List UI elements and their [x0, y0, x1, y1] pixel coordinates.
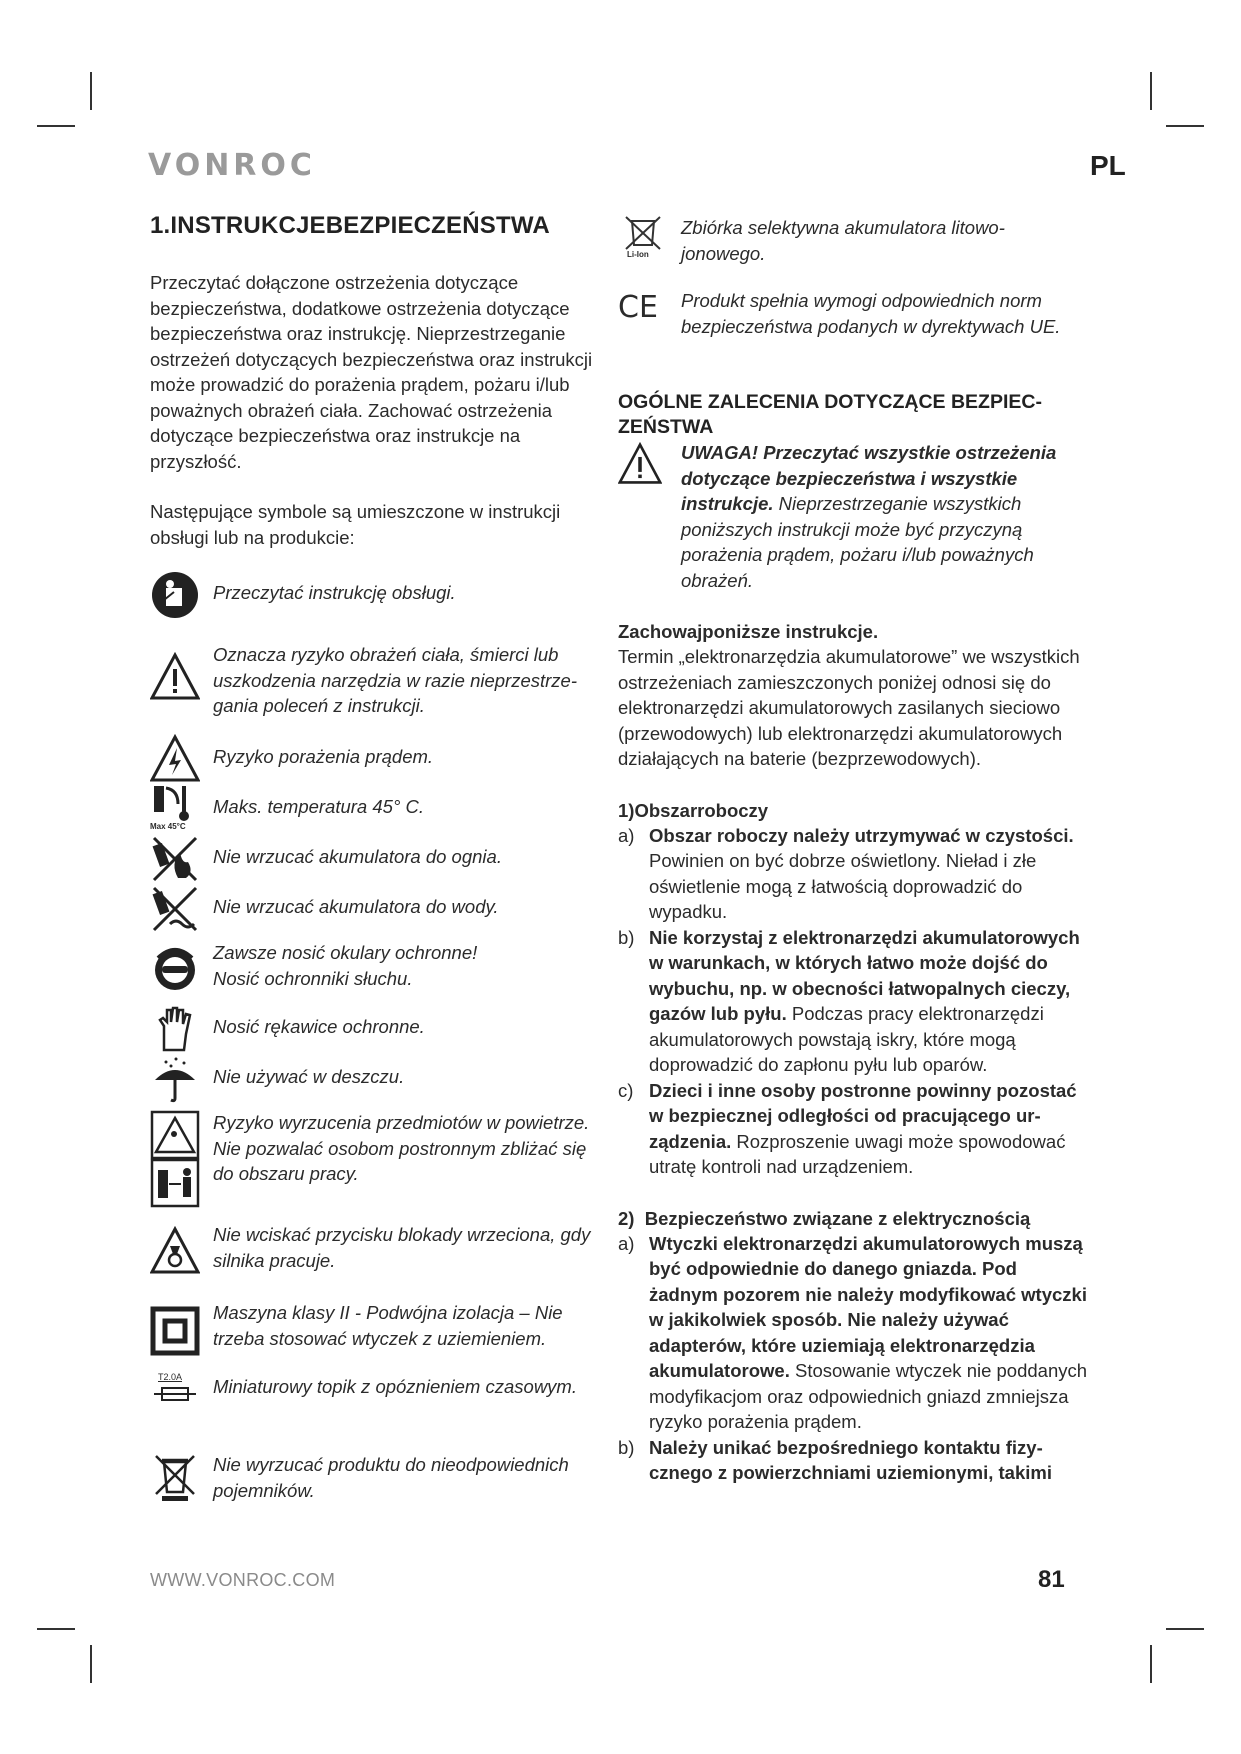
eye-ear-protection-icon — [150, 944, 200, 994]
crop-mark — [90, 1645, 92, 1683]
brand-logo: VONROC — [148, 148, 316, 183]
list-item: a) Obszar roboczy należy utrzymywać w czystości. Powinien on być dobrze oświetlony. Nieład i złe oświetlenie mogą z łatwością doprowadzić do wypadku. — [618, 824, 1074, 922]
keep-instructions: Zachowajponiższe instrukcje. — [618, 621, 879, 642]
symbol-item: Nie używać w deszczu. — [150, 1054, 595, 1104]
symbol-item: Zawsze nosić okulary ochronne! Nosić ochronniki słuchu. — [150, 940, 595, 1000]
language-label: PL — [1090, 150, 1126, 181]
no-fire-icon — [150, 834, 200, 884]
section-1-list — [618, 823, 1088, 1180]
no-water-icon — [150, 884, 200, 934]
symbol-item: Ryzyko wyrzucenia przedmiotów w powietrze. Nie pozwalać osobom postronnym zbliżać się do obszaru pracy. — [150, 1110, 595, 1208]
spindle-lock-icon — [150, 1226, 200, 1276]
ce-mark-icon: CE — [618, 290, 658, 325]
section-1-heading: 1)Obszarroboczy — [618, 799, 769, 821]
symbol-list — [150, 570, 595, 1512]
read-manual-icon — [150, 570, 200, 620]
crop-mark — [37, 1628, 75, 1630]
liion-recycling-item: Li-Ion Zbiórka selektywna akumulatora litowo- jonowego. — [618, 215, 1088, 270]
symbol-item: Nie wyrzucać produktu do nieodpowiednich pojemników. — [150, 1452, 595, 1512]
general-warning: UWAGA! Przeczytać wszystkie ostrzeżenia dotyczące bezpieczeństwa i wszystkie instrukcje. Nieprzestrzeganie wszystkich poniższych instrukcji może być przyczyną porażenia prądem, pożaru i/lub poważnych obrażeń. — [618, 440, 1088, 593]
electric-shock-icon — [150, 734, 200, 784]
term-paragraph: Termin „elektronarzędzia akumulatorowe” we wszystkich ostrzeżeniach zamieszczonych poniżej odnosi się do elektronarzędzi akumulatorowych zasilanych sieciowo (przewodowych) lub elektronarzędzi akumulatorowych działających na baterie (bezprzewodowych). — [618, 646, 1080, 769]
symbol-item: Ryzyko porażenia prądem. — [150, 734, 595, 784]
section-title: 1.INSTRUKCJEBEZPIECZEŃSTWA — [150, 212, 550, 239]
symbol-item: Nie wciskać przycisku blokady wrzeciona, gdy silnika pracuje. — [150, 1222, 595, 1282]
max-temp-label: Max 45°C — [150, 822, 186, 831]
liion-label: Li-Ion — [627, 250, 649, 259]
crop-mark — [1166, 125, 1204, 127]
crop-mark — [37, 125, 75, 127]
symbol-item: Maszyna klasy II - Podwójna izolacja – Nie trzeba stosować wtyczek z uziemieniem. — [150, 1300, 595, 1360]
list-item: b) Należy unikać bezpośredniego kontaktu fizycznego z powierzchniami uziemionymi, takimi — [618, 1436, 1052, 1483]
symbol-item: Nosić rękawice ochronne. — [150, 1004, 595, 1054]
no-rain-icon — [150, 1054, 200, 1104]
double-insulation-icon — [150, 1306, 200, 1356]
intro-paragraph: Przeczytać dołączone ostrzeżenia dotyczące bezpieczeństwa, dodatkowe ostrzeżenia dotyczące bezpieczeństwa oraz instrukcję. Nieprzestrzeganie ostrzeżeń dotyczących bezpieczeństwa oraz instrukcji może prowadzić do porażenia prądem, pożaru i/lub poważnych obrażeń ciała. Zachować ostrzeżenia dotyczące bezpieczeństwa oraz instrukcje na przyszłość. — [150, 272, 593, 472]
symbol-item: Nie wrzucać akumulatora do wody. — [150, 884, 595, 934]
symbol-item: T2.0A Miniaturowy topik z opóznieniem czasowym. — [150, 1374, 595, 1434]
crop-mark — [1150, 72, 1152, 110]
symbol-item: Max 45°C Maks. temperatura 45° C. — [150, 784, 595, 834]
general-heading: OGÓLNE ZALECENIA DOTYCZĄCE BEZPIECZEŃSTWA — [618, 391, 1042, 438]
crop-mark — [1150, 1645, 1152, 1683]
warning-triangle-icon — [618, 442, 662, 486]
section-2-list — [618, 1231, 1088, 1486]
symbols-intro: Następujące symbole są umieszczone w instrukcji obsługi lub na produkcie: — [150, 501, 561, 548]
section-2-heading: 2) Bezpieczeństwo związane z elektrycznością — [618, 1207, 1031, 1229]
fuse-label: T2.0A — [158, 1372, 183, 1382]
footer-url: WWW.VONROC.COM — [150, 1570, 336, 1590]
gloves-icon — [150, 1004, 200, 1054]
weee-bin-icon — [150, 1452, 200, 1502]
warning-triangle-icon — [150, 652, 200, 702]
crop-mark — [1166, 1628, 1204, 1630]
crop-mark — [90, 72, 92, 110]
list-item: c) Dzieci i inne osoby postronne powinny pozostać w bezpiecznej odległości od pracującego urządzenia. Rozproszenie uwagi może spowodować utratę kontroli nad urządzeniem. — [618, 1079, 1077, 1177]
ce-item: CE Produkt spełnia wymogi odpowiednich norm bezpieczeństwa podanych w dyrektywach UE. — [618, 290, 1061, 337]
page-number: 81 — [1038, 1566, 1065, 1593]
symbol-item: Nie wrzucać akumulatora do ognia. — [150, 834, 595, 884]
right-column — [618, 215, 1088, 1486]
list-item: b) Nie korzystaj z elektronarzędzi akumulatorowych w warunkach, w których łatwo może dojść do wybuchu, np. w obecności łatwopalnych cieczy, gazów lub pyłu. Podczas pracy elektronarzędzi akumulatorowych powstają iskry, które mogą doprowadzić do zapłonu pyłu lub oparów. — [618, 926, 1080, 1075]
list-item: a) Wtyczki elektronarzędzi akumulatorowych muszą być odpowiednie do danego gniazda. Pod żadnym pozorem nie należy modyfikować wtyczki w jakikolwiek sposób. Nie należy używać adapterów, które uziemiają elektronarzędzia akumulatorowe. Stosowanie wtyczek nie poddanych modyfikacjom oraz odpowiednich gniazd zmniejsza ryzyko porażenia prądem. — [618, 1232, 1088, 1432]
symbol-item: Oznacza ryzyko obrażeń ciała, śmierci lub uszkodzenia narzędzia w razie nieprzestrzegania poleceń z instrukcji. — [150, 642, 595, 726]
left-column — [150, 212, 595, 1512]
flying-objects-icon — [150, 1110, 200, 1208]
symbol-item: Przeczytać instrukcję obsługi. — [150, 570, 595, 620]
